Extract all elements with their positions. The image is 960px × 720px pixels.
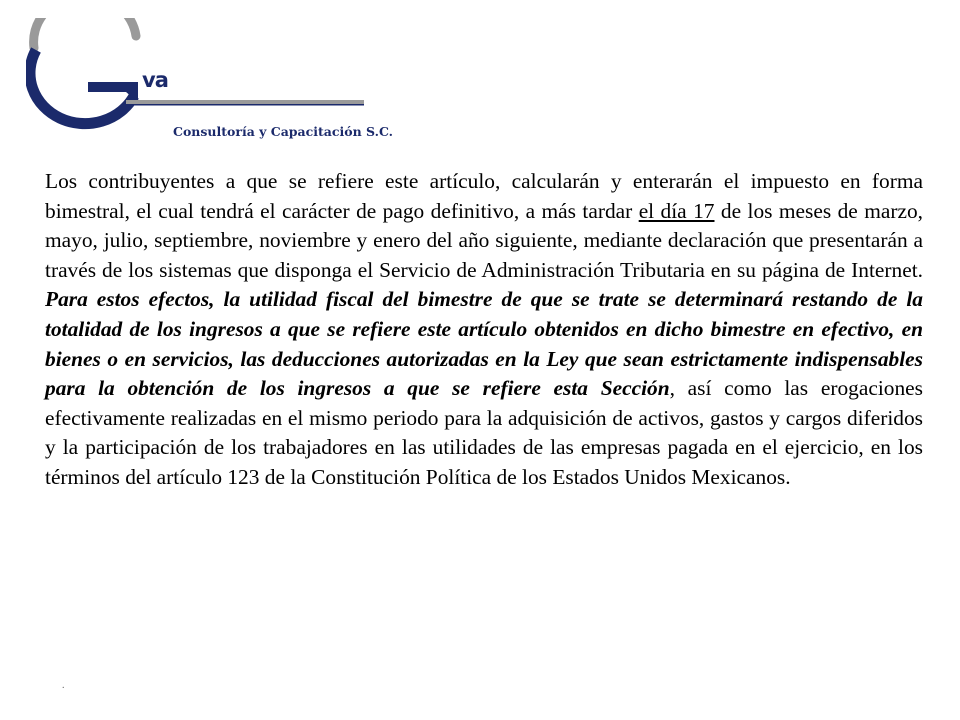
logo-monogram-icon — [26, 18, 371, 130]
paragraph-part-3: , así como las erogaciones efectivamente realizadas en el mismo periodo para la adquisición de activos, gastos y cargos diferidos y la participación de los trabajadores en las utilidades de las empresas pagada en el ejercicio, en los términos del artículo 123 de la Constitución Política de los Estados Unidos Mexicanos. — [45, 376, 923, 489]
article-paragraph — [45, 167, 923, 493]
paragraph-part-1: Los contribuyentes a que se refiere este artículo, calcularán y enterarán el impuesto en forma bimestral, el cual tendrá el carácter de pago definitivo, a más tardar — [45, 169, 923, 223]
logo-company-name: Consultoría y Capacitación S.C. — [173, 124, 394, 139]
footer-mark: . — [62, 680, 65, 691]
paragraph-emphasis: Para estos efectos, la utilidad fiscal del bimestre de que se trate se determinará restando de la totalidad de los ingresos a que se refiere este artículo obtenidos en dicho bimestre en efectivo, en bienes o en servicios, las deducciones autorizadas en la Ley que sean estrictamente indispensables para la obtención de los ingresos a que se refiere esta Sección — [45, 287, 923, 401]
paragraph-part-2: de los meses de marzo, mayo, julio, septiembre, noviembre y enero del año siguiente, mediante declaración que presentarán a través de los sistemas que disponga el Servicio de Administración Tributaria en su página de Internet. — [45, 198, 924, 282]
logo-monogram-sub: va — [142, 68, 168, 92]
paragraph-underlined-date: el día 17 — [638, 198, 715, 223]
company-logo — [26, 18, 394, 139]
